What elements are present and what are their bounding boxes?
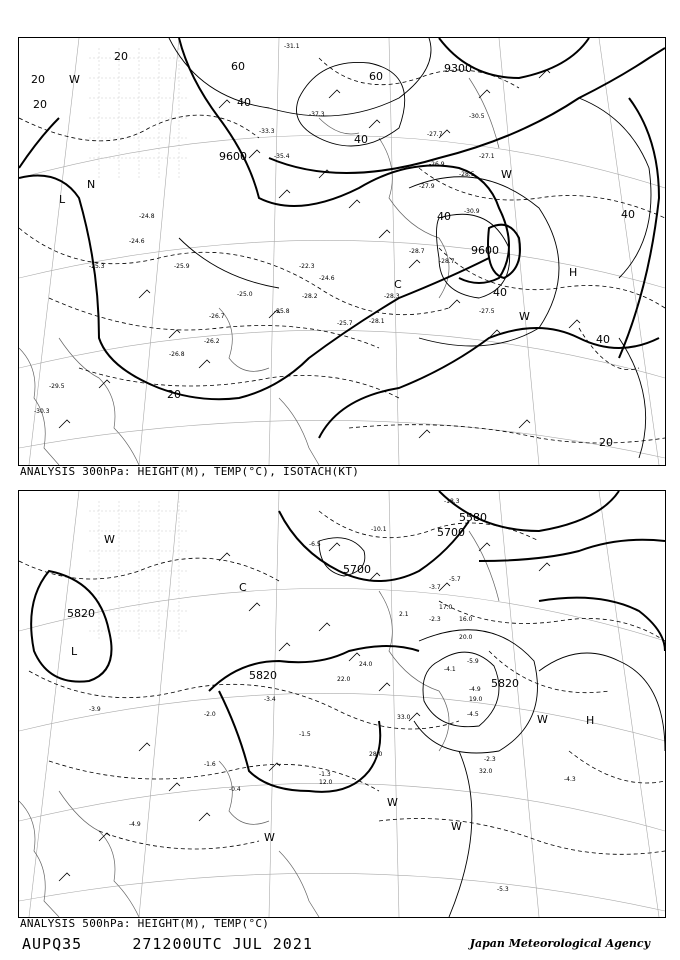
- svg-text:-25.3: -25.3: [89, 263, 105, 270]
- svg-text:-24.8: -24.8: [139, 213, 155, 220]
- chart-code: AUPQ35: [22, 935, 83, 953]
- svg-text:33.0: 33.0: [397, 714, 411, 721]
- svg-text:-26.2: -26.2: [204, 338, 220, 345]
- svg-text:-4.1: -4.1: [444, 666, 456, 673]
- height-label: 9600: [471, 244, 499, 257]
- svg-text:-25.7: -25.7: [337, 320, 353, 327]
- svg-text:-27.9: -27.9: [419, 183, 435, 190]
- height-label: 5700: [437, 526, 465, 539]
- height-label: 5700: [343, 563, 371, 576]
- height-label: 5820: [67, 607, 95, 620]
- temp-hatch: [89, 48, 189, 178]
- svg-text:22.0: 22.0: [337, 676, 351, 683]
- isotach-label: 40: [493, 286, 507, 299]
- svg-text:-30.5: -30.5: [469, 113, 485, 120]
- height-label: 9600: [219, 150, 247, 163]
- isotach-label: 40: [237, 96, 251, 109]
- map-500hpa-canvas: [19, 491, 665, 917]
- caption-500hpa: ANALYSIS 500hPa: HEIGHT(M), TEMP(°C): [20, 917, 270, 930]
- svg-text:-1.5: -1.5: [299, 731, 311, 738]
- cold-marker: C: [239, 581, 247, 594]
- isotach-label: 20: [33, 98, 47, 111]
- isotherms: [19, 58, 665, 443]
- svg-text:-10.1: -10.1: [371, 526, 387, 533]
- warm-marker: W: [264, 831, 275, 844]
- height-contours: [31, 491, 665, 792]
- svg-text:32.0: 32.0: [479, 768, 493, 775]
- height-label: 9300: [444, 62, 472, 75]
- svg-text:-18.3: -18.3: [444, 498, 460, 505]
- isotach-label: 40: [354, 133, 368, 146]
- svg-text:-22.3: -22.3: [299, 263, 315, 270]
- warm-marker: W: [104, 533, 115, 546]
- svg-text:-30.3: -30.3: [34, 408, 50, 415]
- isotach-label: 40: [621, 208, 635, 221]
- coastline: [19, 531, 499, 917]
- low-pressure-marker: L: [71, 645, 78, 658]
- isotach-label: 40: [437, 210, 451, 223]
- map-300hpa: [18, 37, 666, 466]
- temp-hatch: [89, 501, 189, 641]
- svg-text:-25.9: -25.9: [174, 263, 190, 270]
- marker: N: [87, 178, 96, 191]
- svg-text:-6.5: -6.5: [309, 541, 321, 548]
- warm-marker: W: [501, 168, 512, 181]
- svg-text:-25.8: -25.8: [274, 308, 290, 315]
- svg-text:-26.7: -26.7: [209, 313, 225, 320]
- svg-text:-4.3: -4.3: [564, 776, 576, 783]
- isotach-label: 20: [114, 50, 128, 63]
- height-label: 5820: [249, 669, 277, 682]
- svg-text:-24.6: -24.6: [319, 275, 335, 282]
- svg-text:-0.4: -0.4: [229, 786, 241, 793]
- svg-text:16.0: 16.0: [459, 616, 473, 623]
- high-pressure-marker: H: [586, 714, 595, 727]
- valid-time: 271200UTC JUL 2021: [132, 935, 313, 953]
- svg-text:-26.8: -26.8: [169, 351, 185, 358]
- svg-text:-28.3: -28.3: [384, 293, 400, 300]
- svg-text:-30.9: -30.9: [464, 208, 480, 215]
- svg-text:-4.9: -4.9: [469, 686, 481, 693]
- high-pressure-marker: H: [569, 266, 578, 279]
- svg-text:-26.9: -26.9: [429, 161, 445, 168]
- wind-barbs: [59, 70, 580, 438]
- agency-name: Japan Meteorological Agency: [469, 937, 650, 950]
- svg-text:-5.7: -5.7: [449, 576, 461, 583]
- svg-text:-3.7: -3.7: [429, 584, 441, 591]
- svg-text:-3.4: -3.4: [264, 696, 276, 703]
- isotach-label: 20: [599, 436, 613, 449]
- svg-text:-37.3: -37.3: [309, 111, 325, 118]
- svg-text:-2.3: -2.3: [484, 756, 496, 763]
- svg-text:-24.6: -24.6: [129, 238, 145, 245]
- svg-text:17.0: 17.0: [439, 604, 453, 611]
- svg-text:-28.7: -28.7: [439, 258, 455, 265]
- svg-text:-27.7: -27.7: [427, 131, 443, 138]
- svg-text:12.0: 12.0: [319, 779, 333, 786]
- svg-text:19.0: 19.0: [469, 696, 483, 703]
- warm-marker: W: [519, 310, 530, 323]
- svg-text:-5.9: -5.9: [467, 658, 479, 665]
- svg-text:-35.4: -35.4: [274, 153, 290, 160]
- svg-text:-3.9: -3.9: [89, 706, 101, 713]
- svg-text:-33.3: -33.3: [259, 128, 275, 135]
- svg-text:-1.3: -1.3: [319, 771, 331, 778]
- map-500hpa: [18, 490, 666, 918]
- svg-text:-28.7: -28.7: [409, 248, 425, 255]
- low-pressure-marker: L: [59, 193, 66, 206]
- svg-text:-25.0: -25.0: [237, 291, 253, 298]
- height-label: 5820: [491, 677, 519, 690]
- map-300hpa-canvas: [19, 38, 665, 465]
- svg-text:-31.1: -31.1: [284, 43, 300, 50]
- isotach-label: 40: [596, 333, 610, 346]
- warm-marker: W: [451, 820, 462, 833]
- svg-text:-29.5: -29.5: [49, 383, 65, 390]
- svg-text:-4.5: -4.5: [467, 711, 479, 718]
- svg-text:-1.6: -1.6: [204, 761, 216, 768]
- svg-text:-27.5: -27.5: [479, 308, 495, 315]
- svg-text:-27.1: -27.1: [479, 153, 495, 160]
- isotach-label: 60: [231, 60, 245, 73]
- graticule: [19, 38, 665, 465]
- svg-text:24.0: 24.0: [359, 661, 373, 668]
- chart-id: [22, 935, 313, 953]
- svg-text:-28.5: -28.5: [459, 171, 475, 178]
- svg-text:-5.3: -5.3: [497, 886, 509, 893]
- svg-text:-2.3: -2.3: [429, 616, 441, 623]
- height-label: 5580: [459, 511, 487, 524]
- warm-marker: W: [387, 796, 398, 809]
- graticule: [19, 491, 665, 917]
- warm-marker: W: [69, 73, 80, 86]
- svg-text:-28.1: -28.1: [369, 318, 385, 325]
- svg-text:20.0: 20.0: [459, 634, 473, 641]
- isotach-label: 20: [167, 388, 181, 401]
- isotach-label: 60: [369, 70, 383, 83]
- temp-labels: [34, 43, 495, 415]
- svg-text:28.0: 28.0: [369, 751, 383, 758]
- cold-marker: C: [394, 278, 402, 291]
- svg-text:-28.2: -28.2: [302, 293, 318, 300]
- svg-text:-4.9: -4.9: [129, 821, 141, 828]
- caption-300hpa: ANALYSIS 300hPa: HEIGHT(M), TEMP(°C), ISOTACH(KT): [20, 465, 360, 478]
- temp-labels: [89, 498, 576, 893]
- svg-text:2.1: 2.1: [399, 611, 409, 618]
- warm-marker: W: [537, 713, 548, 726]
- isotach-label: 20: [31, 73, 45, 86]
- svg-text:-2.0: -2.0: [204, 711, 216, 718]
